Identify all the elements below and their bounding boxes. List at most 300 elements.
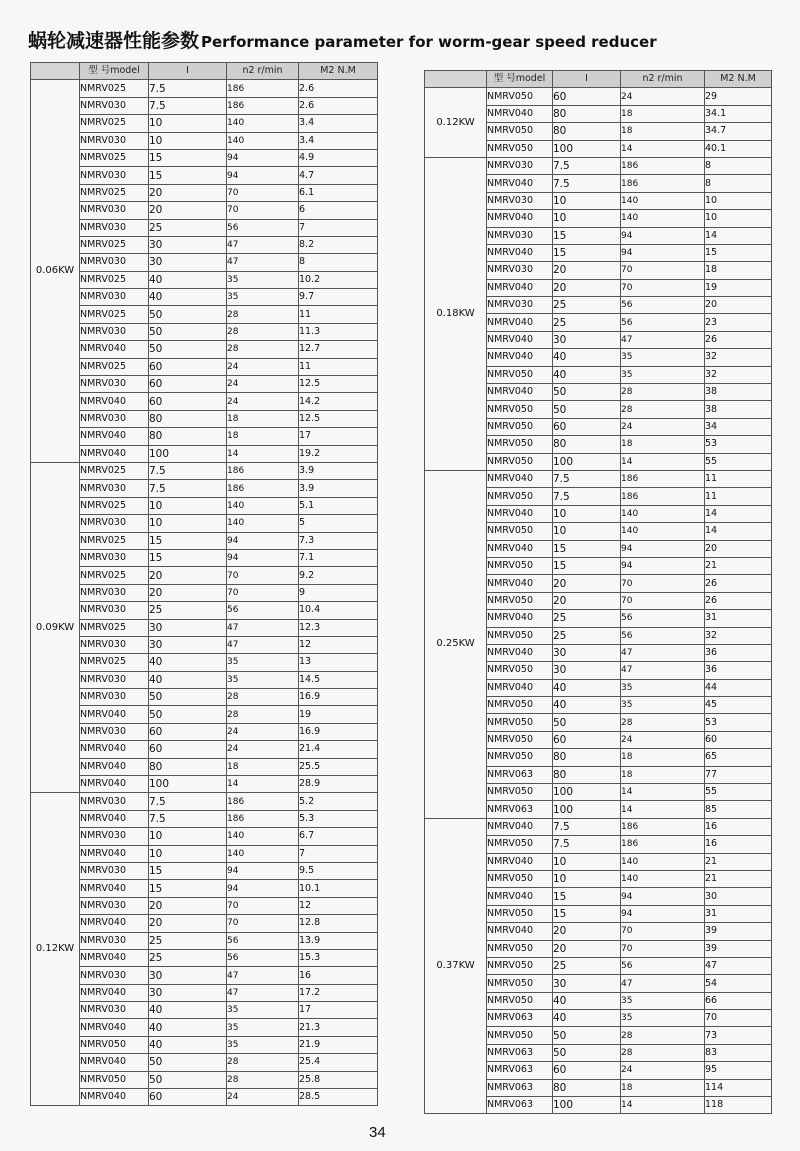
- ratio-cell: 60: [149, 393, 227, 410]
- torque-cell: 8: [705, 157, 772, 174]
- model-cell: NMRV030: [80, 515, 149, 532]
- torque-cell: 12.8: [299, 915, 378, 932]
- model-cell: NMRV040: [487, 279, 553, 296]
- ratio-cell: 15: [149, 549, 227, 566]
- table-row: [31, 219, 378, 236]
- speed-cell: 18: [227, 428, 299, 445]
- ratio-cell: 10: [553, 870, 621, 887]
- table-row: [31, 480, 378, 497]
- torque-cell: 30: [705, 888, 772, 905]
- model-cell: NMRV050: [487, 870, 553, 887]
- speed-cell: 56: [227, 949, 299, 966]
- speed-cell: 24: [227, 1089, 299, 1106]
- ratio-cell: 30: [149, 967, 227, 984]
- speed-cell: 14: [621, 453, 705, 470]
- ratio-cell: 30: [553, 662, 621, 679]
- header-torque: M2 N.M: [705, 71, 772, 88]
- table-row: [31, 532, 378, 549]
- table-row: [31, 602, 378, 619]
- ratio-cell: 40: [149, 1019, 227, 1036]
- model-cell: NMRV050: [487, 749, 553, 766]
- speed-cell: 28: [227, 689, 299, 706]
- table-row: [31, 410, 378, 427]
- speed-cell: 47: [621, 331, 705, 348]
- table-row: [31, 376, 378, 393]
- ratio-cell: 20: [553, 923, 621, 940]
- table-row: [31, 689, 378, 706]
- ratio-cell: 60: [149, 741, 227, 758]
- speed-cell: 14: [227, 776, 299, 793]
- model-cell: NMRV040: [80, 741, 149, 758]
- torque-cell: 7.3: [299, 532, 378, 549]
- torque-cell: 12.5: [299, 410, 378, 427]
- ratio-cell: 40: [553, 1010, 621, 1027]
- ratio-cell: 40: [149, 654, 227, 671]
- table-row: [31, 462, 378, 479]
- ratio-cell: 20: [553, 279, 621, 296]
- speed-cell: 28: [227, 306, 299, 323]
- torque-cell: 2.6: [299, 97, 378, 114]
- torque-cell: 19: [299, 706, 378, 723]
- table-row: [31, 706, 378, 723]
- speed-cell: 35: [227, 654, 299, 671]
- model-cell: NMRV030: [487, 157, 553, 174]
- torque-cell: 14: [705, 505, 772, 522]
- torque-cell: 18: [705, 262, 772, 279]
- table-row: [31, 497, 378, 514]
- torque-cell: 9: [299, 584, 378, 601]
- torque-cell: 15: [705, 244, 772, 261]
- ratio-cell: 20: [149, 567, 227, 584]
- model-cell: NMRV040: [487, 505, 553, 522]
- speed-cell: 18: [621, 436, 705, 453]
- model-cell: NMRV040: [80, 393, 149, 410]
- speed-cell: 140: [621, 853, 705, 870]
- torque-cell: 10.1: [299, 880, 378, 897]
- torque-cell: 34.7: [705, 123, 772, 140]
- table-row: [425, 818, 772, 835]
- ratio-cell: 25: [553, 957, 621, 974]
- speed-cell: 28: [621, 384, 705, 401]
- ratio-cell: 7.5: [553, 175, 621, 192]
- ratio-cell: 30: [553, 644, 621, 661]
- ratio-cell: 60: [149, 1089, 227, 1106]
- torque-cell: 29: [705, 88, 772, 105]
- model-cell: NMRV040: [80, 1089, 149, 1106]
- speed-cell: 14: [621, 784, 705, 801]
- speed-cell: 24: [227, 358, 299, 375]
- torque-cell: 54: [705, 975, 772, 992]
- ratio-cell: 10: [149, 115, 227, 132]
- model-cell: NMRV030: [80, 862, 149, 879]
- torque-cell: 95: [705, 1062, 772, 1079]
- ratio-cell: 10: [553, 505, 621, 522]
- ratio-cell: 50: [553, 401, 621, 418]
- speed-cell: 70: [227, 897, 299, 914]
- model-cell: NMRV040: [487, 818, 553, 835]
- table-row: [31, 549, 378, 566]
- ratio-cell: 25: [553, 297, 621, 314]
- model-cell: NMRV025: [80, 619, 149, 636]
- speed-cell: 94: [227, 549, 299, 566]
- speed-cell: 186: [227, 480, 299, 497]
- torque-cell: 17: [299, 428, 378, 445]
- model-cell: NMRV050: [487, 488, 553, 505]
- ratio-cell: 50: [553, 1027, 621, 1044]
- torque-cell: 118: [705, 1097, 772, 1114]
- speed-cell: 186: [621, 470, 705, 487]
- model-cell: NMRV030: [80, 254, 149, 271]
- speed-cell: 24: [227, 376, 299, 393]
- torque-cell: 21.4: [299, 741, 378, 758]
- torque-cell: 25.4: [299, 1054, 378, 1071]
- table-row: [31, 132, 378, 149]
- torque-cell: 7.1: [299, 549, 378, 566]
- model-cell: NMRV063: [487, 1044, 553, 1061]
- speed-cell: 47: [621, 644, 705, 661]
- ratio-cell: 40: [553, 679, 621, 696]
- table-row: [31, 236, 378, 253]
- table-row: [31, 202, 378, 219]
- ratio-cell: 80: [553, 1079, 621, 1096]
- ratio-cell: 60: [149, 723, 227, 740]
- model-cell: NMRV030: [80, 689, 149, 706]
- ratio-cell: 30: [149, 236, 227, 253]
- torque-cell: 38: [705, 401, 772, 418]
- power-group-label: 0.25KW: [425, 470, 487, 818]
- speed-cell: 140: [227, 132, 299, 149]
- torque-cell: 20: [705, 540, 772, 557]
- ratio-cell: 20: [149, 184, 227, 201]
- torque-cell: 9.5: [299, 862, 378, 879]
- model-cell: NMRV040: [487, 244, 553, 261]
- header-speed: n2 r/min: [227, 63, 299, 80]
- table-row: [31, 1071, 378, 1088]
- torque-cell: 45: [705, 697, 772, 714]
- speed-cell: 24: [621, 88, 705, 105]
- model-cell: NMRV025: [80, 306, 149, 323]
- model-cell: NMRV030: [80, 323, 149, 340]
- ratio-cell: 50: [553, 384, 621, 401]
- table-row: [31, 741, 378, 758]
- model-cell: NMRV050: [487, 1027, 553, 1044]
- speed-cell: 186: [227, 462, 299, 479]
- torque-cell: 8: [705, 175, 772, 192]
- model-cell: NMRV063: [487, 766, 553, 783]
- ratio-cell: 60: [149, 358, 227, 375]
- ratio-cell: 50: [149, 689, 227, 706]
- model-cell: NMRV030: [80, 376, 149, 393]
- ratio-cell: 50: [149, 1071, 227, 1088]
- ratio-cell: 40: [553, 697, 621, 714]
- speed-cell: 94: [227, 532, 299, 549]
- torque-cell: 13.9: [299, 932, 378, 949]
- model-cell: NMRV040: [487, 923, 553, 940]
- page-title: [28, 26, 657, 53]
- model-cell: NMRV050: [487, 523, 553, 540]
- model-cell: NMRV063: [487, 1010, 553, 1027]
- speed-cell: 140: [621, 505, 705, 522]
- speed-cell: 18: [227, 410, 299, 427]
- table-row: [31, 271, 378, 288]
- torque-cell: 19.2: [299, 445, 378, 462]
- model-cell: NMRV040: [487, 314, 553, 331]
- table-row: [31, 636, 378, 653]
- table-header-row: [425, 71, 772, 88]
- header-power: [31, 63, 80, 80]
- model-cell: NMRV040: [80, 880, 149, 897]
- torque-cell: 21.3: [299, 1019, 378, 1036]
- speed-cell: 56: [227, 219, 299, 236]
- model-cell: NMRV040: [80, 445, 149, 462]
- ratio-cell: 80: [553, 436, 621, 453]
- ratio-cell: 20: [553, 940, 621, 957]
- torque-cell: 10: [705, 210, 772, 227]
- ratio-cell: 60: [553, 418, 621, 435]
- table-row: [31, 341, 378, 358]
- torque-cell: 16.9: [299, 689, 378, 706]
- torque-cell: 13: [299, 654, 378, 671]
- speed-cell: 186: [621, 818, 705, 835]
- table-row: [31, 619, 378, 636]
- model-cell: NMRV050: [80, 1071, 149, 1088]
- model-cell: NMRV050: [487, 627, 553, 644]
- torque-cell: 26: [705, 575, 772, 592]
- title-chinese: 蜗轮减速器性能参数: [28, 30, 200, 52]
- ratio-cell: 10: [149, 845, 227, 862]
- model-cell: NMRV040: [487, 331, 553, 348]
- model-cell: NMRV025: [80, 80, 149, 97]
- torque-cell: 39: [705, 923, 772, 940]
- model-cell: NMRV040: [80, 915, 149, 932]
- ratio-cell: 15: [149, 862, 227, 879]
- speed-cell: 35: [621, 1010, 705, 1027]
- speed-cell: 14: [227, 445, 299, 462]
- torque-cell: 9.7: [299, 289, 378, 306]
- power-group-label: 0.18KW: [425, 157, 487, 470]
- speed-cell: 14: [621, 1097, 705, 1114]
- model-cell: NMRV030: [80, 636, 149, 653]
- model-cell: NMRV040: [80, 949, 149, 966]
- speed-cell: 28: [621, 401, 705, 418]
- speed-cell: 140: [227, 845, 299, 862]
- speed-cell: 94: [227, 880, 299, 897]
- torque-cell: 21: [705, 557, 772, 574]
- speed-cell: 186: [227, 80, 299, 97]
- torque-cell: 6.1: [299, 184, 378, 201]
- model-cell: NMRV063: [487, 1062, 553, 1079]
- speed-cell: 186: [621, 488, 705, 505]
- speed-cell: 140: [227, 828, 299, 845]
- torque-cell: 12.3: [299, 619, 378, 636]
- model-cell: NMRV030: [80, 828, 149, 845]
- torque-cell: 36: [705, 662, 772, 679]
- model-cell: NMRV040: [487, 575, 553, 592]
- torque-cell: 14.5: [299, 671, 378, 688]
- torque-cell: 77: [705, 766, 772, 783]
- torque-cell: 5.1: [299, 497, 378, 514]
- performance-table-right: [424, 70, 772, 1114]
- torque-cell: 32: [705, 349, 772, 366]
- torque-cell: 2.6: [299, 80, 378, 97]
- torque-cell: 25.8: [299, 1071, 378, 1088]
- header-model: 型 号model: [487, 71, 553, 88]
- speed-cell: 56: [621, 610, 705, 627]
- ratio-cell: 10: [149, 828, 227, 845]
- model-cell: NMRV025: [80, 236, 149, 253]
- ratio-cell: 50: [149, 1054, 227, 1071]
- torque-cell: 47: [705, 957, 772, 974]
- model-cell: NMRV050: [487, 662, 553, 679]
- speed-cell: 186: [621, 836, 705, 853]
- torque-cell: 114: [705, 1079, 772, 1096]
- table-row: [31, 393, 378, 410]
- table-row: [31, 1019, 378, 1036]
- speed-cell: 94: [621, 227, 705, 244]
- model-cell: NMRV050: [487, 731, 553, 748]
- speed-cell: 35: [621, 679, 705, 696]
- torque-cell: 11.3: [299, 323, 378, 340]
- model-cell: NMRV050: [487, 401, 553, 418]
- ratio-cell: 30: [149, 619, 227, 636]
- torque-cell: 16: [299, 967, 378, 984]
- ratio-cell: 50: [149, 323, 227, 340]
- table-row: [31, 428, 378, 445]
- ratio-cell: 25: [553, 627, 621, 644]
- model-cell: NMRV050: [487, 140, 553, 157]
- speed-cell: 28: [227, 341, 299, 358]
- torque-cell: 14: [705, 227, 772, 244]
- speed-cell: 56: [227, 932, 299, 949]
- speed-cell: 186: [621, 157, 705, 174]
- ratio-cell: 15: [149, 532, 227, 549]
- speed-cell: 70: [621, 262, 705, 279]
- torque-cell: 11: [299, 358, 378, 375]
- ratio-cell: 80: [149, 410, 227, 427]
- torque-cell: 53: [705, 714, 772, 731]
- torque-cell: 5: [299, 515, 378, 532]
- model-cell: NMRV040: [80, 810, 149, 827]
- speed-cell: 186: [227, 97, 299, 114]
- torque-cell: 44: [705, 679, 772, 696]
- table-row: [31, 115, 378, 132]
- speed-cell: 47: [227, 636, 299, 653]
- speed-cell: 24: [621, 418, 705, 435]
- model-cell: NMRV030: [80, 671, 149, 688]
- speed-cell: 18: [227, 758, 299, 775]
- speed-cell: 94: [621, 557, 705, 574]
- ratio-cell: 20: [553, 592, 621, 609]
- speed-cell: 70: [227, 184, 299, 201]
- ratio-cell: 30: [149, 254, 227, 271]
- model-cell: NMRV030: [80, 167, 149, 184]
- ratio-cell: 7.5: [149, 97, 227, 114]
- model-cell: NMRV040: [80, 984, 149, 1001]
- ratio-cell: 80: [553, 749, 621, 766]
- ratio-cell: 25: [149, 932, 227, 949]
- torque-cell: 16: [705, 818, 772, 835]
- ratio-cell: 7.5: [553, 470, 621, 487]
- ratio-cell: 100: [553, 784, 621, 801]
- speed-cell: 56: [227, 602, 299, 619]
- torque-cell: 5.2: [299, 793, 378, 810]
- torque-cell: 73: [705, 1027, 772, 1044]
- model-cell: NMRV025: [80, 271, 149, 288]
- table-row: [31, 897, 378, 914]
- table-header-row: [31, 63, 378, 80]
- torque-cell: 66: [705, 992, 772, 1009]
- model-cell: NMRV025: [80, 567, 149, 584]
- model-cell: NMRV025: [80, 149, 149, 166]
- model-cell: NMRV050: [487, 975, 553, 992]
- speed-cell: 28: [227, 1054, 299, 1071]
- ratio-cell: 7.5: [149, 462, 227, 479]
- torque-cell: 65: [705, 749, 772, 766]
- power-group-label: 0.09KW: [31, 462, 80, 792]
- model-cell: NMRV030: [80, 549, 149, 566]
- torque-cell: 70: [705, 1010, 772, 1027]
- torque-cell: 21: [705, 870, 772, 887]
- torque-cell: 19: [705, 279, 772, 296]
- ratio-cell: 80: [553, 766, 621, 783]
- model-cell: NMRV030: [80, 793, 149, 810]
- torque-cell: 11: [299, 306, 378, 323]
- torque-cell: 9.2: [299, 567, 378, 584]
- ratio-cell: 7.5: [149, 480, 227, 497]
- model-cell: NMRV050: [487, 905, 553, 922]
- ratio-cell: 10: [553, 192, 621, 209]
- speed-cell: 70: [621, 592, 705, 609]
- ratio-cell: 30: [149, 636, 227, 653]
- ratio-cell: 15: [553, 905, 621, 922]
- table-row: [31, 967, 378, 984]
- speed-cell: 24: [227, 741, 299, 758]
- model-cell: NMRV050: [487, 697, 553, 714]
- ratio-cell: 10: [149, 132, 227, 149]
- table-row: [31, 1002, 378, 1019]
- ratio-cell: 50: [149, 341, 227, 358]
- table-row: [425, 470, 772, 487]
- speed-cell: 28: [227, 323, 299, 340]
- ratio-cell: 100: [553, 1097, 621, 1114]
- speed-cell: 70: [227, 915, 299, 932]
- model-cell: NMRV030: [80, 932, 149, 949]
- torque-cell: 3.9: [299, 462, 378, 479]
- ratio-cell: 7.5: [149, 810, 227, 827]
- ratio-cell: 10: [553, 210, 621, 227]
- ratio-cell: 80: [149, 758, 227, 775]
- torque-cell: 39: [705, 940, 772, 957]
- torque-cell: 85: [705, 801, 772, 818]
- model-cell: NMRV030: [80, 584, 149, 601]
- ratio-cell: 60: [553, 1062, 621, 1079]
- model-cell: NMRV040: [487, 610, 553, 627]
- torque-cell: 6: [299, 202, 378, 219]
- torque-cell: 12: [299, 636, 378, 653]
- ratio-cell: 50: [149, 706, 227, 723]
- model-cell: NMRV025: [80, 115, 149, 132]
- model-cell: NMRV050: [487, 836, 553, 853]
- ratio-cell: 40: [553, 992, 621, 1009]
- header-ratio: I: [553, 71, 621, 88]
- speed-cell: 70: [227, 584, 299, 601]
- model-cell: NMRV063: [487, 1079, 553, 1096]
- ratio-cell: 20: [149, 202, 227, 219]
- ratio-cell: 25: [553, 314, 621, 331]
- model-cell: NMRV050: [487, 418, 553, 435]
- speed-cell: 94: [621, 905, 705, 922]
- speed-cell: 47: [227, 254, 299, 271]
